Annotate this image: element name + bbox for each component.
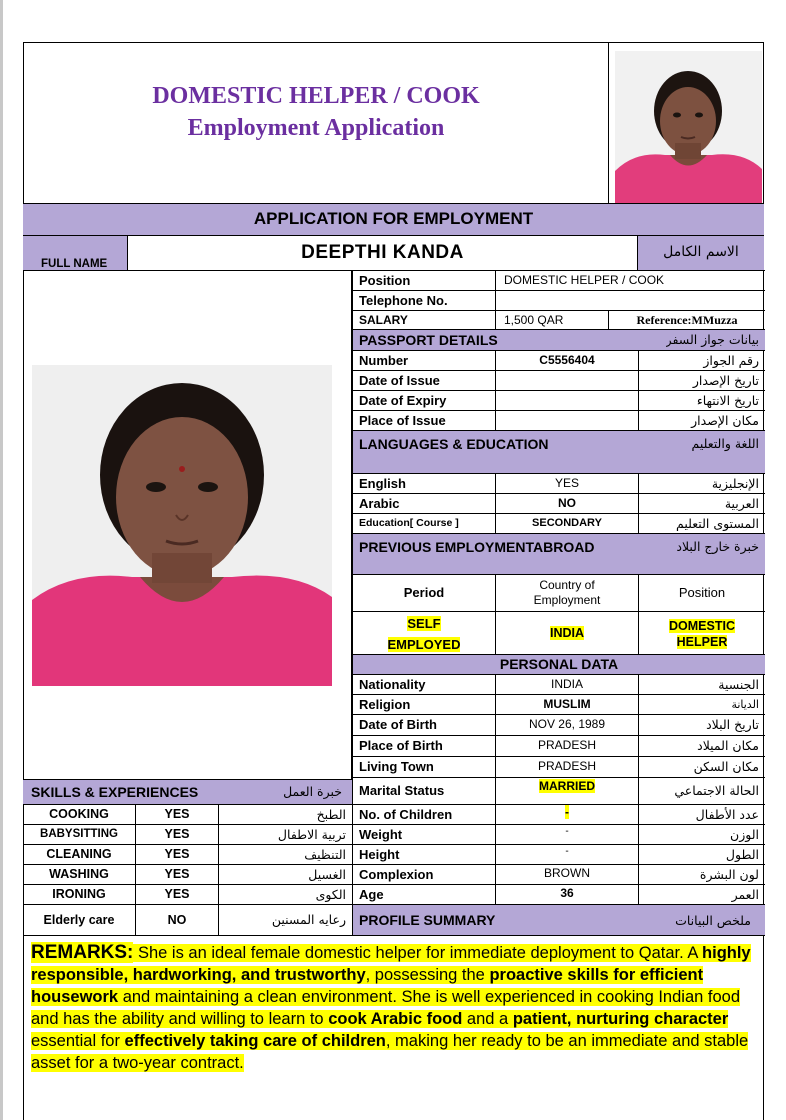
- skills-heading: SKILLS & EXPERIENCES: [31, 784, 199, 800]
- previous-employment-section-header: [352, 533, 765, 575]
- passport-number-label: Number: [352, 350, 496, 371]
- page-edge: [0, 0, 3, 1120]
- children-value-cell: [495, 804, 639, 825]
- position-value: DOMESTIC HELPER / COOK: [504, 273, 665, 287]
- arabic-arabic: العربية: [638, 493, 765, 514]
- profile-summary-heading: PROFILE SUMMARY: [359, 912, 496, 928]
- height-value: -: [495, 844, 639, 865]
- passport-number-arabic: رقم الجواز: [638, 350, 765, 371]
- period-value-line1: SELF: [407, 616, 441, 631]
- position-label: Position: [352, 270, 496, 291]
- salary-label: SALARY: [352, 310, 496, 330]
- religion-label: Religion: [352, 694, 496, 715]
- complexion-label: Complexion: [352, 864, 496, 885]
- country-column-header: [495, 574, 639, 612]
- nationality-arabic: الجنسية: [638, 674, 765, 695]
- skill-babysitting-label: BABYSITTING: [40, 828, 118, 840]
- remarks-label: REMARKS:: [31, 942, 134, 963]
- full-name-arabic-cell: [637, 235, 764, 271]
- skill-washing-name: [23, 864, 136, 885]
- salary-value: 1,500 QAR: [504, 313, 564, 327]
- living-town-arabic: مكان السكن: [638, 756, 765, 778]
- date-of-birth-arabic: تاريخ البلاد: [638, 714, 765, 736]
- personal-data-heading: PERSONAL DATA: [499, 656, 619, 672]
- date-of-issue-arabic: تاريخ الإصدار: [638, 370, 765, 391]
- period-column-header: [352, 574, 496, 612]
- remarks-text-5: essential for: [31, 1032, 125, 1050]
- place-of-birth-label: Place of Birth: [352, 735, 496, 757]
- profile-summary-heading-arabic: ملخص البيانات: [675, 913, 751, 928]
- weight-label: Weight: [352, 824, 496, 845]
- children-value: -: [565, 805, 569, 819]
- height-label: Height: [352, 844, 496, 865]
- marital-status-value: MARRIED: [539, 779, 595, 793]
- skill-cooking-value: YES: [135, 804, 219, 825]
- skill-elderly-care-label: Elderly care: [43, 913, 115, 927]
- form-title: DOMESTIC HELPER / COOK: [152, 83, 480, 109]
- skill-ironing-arabic: الكوى: [218, 884, 353, 905]
- portrait-large-image: [32, 365, 332, 686]
- languages-section-header: [352, 430, 765, 474]
- children-arabic: عدد الأطفال: [638, 804, 765, 825]
- remarks-bold-3: cook Arabic food: [328, 1010, 463, 1028]
- full-name-value-cell: [127, 235, 638, 271]
- arabic-label: Arabic: [352, 493, 496, 514]
- skill-washing-label: WASHING: [49, 867, 109, 881]
- applicant-photo-large: [32, 365, 332, 686]
- telephone-label: Telephone No.: [352, 290, 496, 311]
- arabic-value: NO: [495, 493, 639, 514]
- remarks-text-2: , possessing the: [365, 966, 490, 984]
- skill-cooking-label: COOKING: [49, 807, 109, 821]
- country-value: INDIA: [549, 626, 585, 640]
- position-value-cell-prev: [638, 611, 765, 655]
- children-value-wrap: [496, 805, 638, 819]
- marital-status-arabic: الحالة الاجتماعي: [638, 777, 765, 805]
- position-column-header: [638, 574, 765, 612]
- section-header-application: [23, 203, 764, 236]
- remarks-text-1: She is an ideal female domestic helper for immediate deployment to Qatar. A: [133, 944, 703, 962]
- weight-value: -: [495, 824, 639, 845]
- passport-section-header: [352, 329, 765, 351]
- date-of-birth-label: Date of Birth: [352, 714, 496, 736]
- nationality-value: INDIA: [495, 674, 639, 695]
- telephone-value: [495, 290, 765, 311]
- languages-heading: LANGUAGES & EDUCATION: [359, 436, 549, 452]
- skill-babysitting-name: [23, 824, 136, 845]
- personal-data-section-header: [352, 654, 765, 675]
- remarks-paragraph: [31, 942, 753, 1074]
- education-arabic: المستوى التعليم: [638, 513, 765, 534]
- religion-value: MUSLIM: [495, 694, 639, 715]
- skill-cooking-name: [23, 804, 136, 825]
- place-of-birth-arabic: مكان الميلاد: [638, 735, 765, 757]
- marital-status-wrap: [496, 778, 638, 794]
- skill-elderly-care-name: [23, 904, 136, 936]
- place-of-issue-arabic: مكان الإصدار: [638, 410, 765, 431]
- date-of-issue-label: Date of Issue: [352, 370, 496, 391]
- period-value-line2: EMPLOYED: [387, 637, 461, 652]
- country-value-wrap: [496, 612, 638, 654]
- skill-elderly-care-value: NO: [135, 904, 219, 936]
- passport-heading-arabic: بيانات جواز السفر: [665, 332, 759, 347]
- skill-washing-value: YES: [135, 864, 219, 885]
- position-header-text: Position: [678, 585, 726, 600]
- remarks-text-3: and maintaining a clean environment. She is well experienced in cooking Indian food and has the ability and willing to learn to: [31, 988, 741, 1028]
- living-town-label: Living Town: [352, 756, 496, 778]
- date-of-expiry-arabic: تاريخ الانتهاء: [638, 390, 765, 411]
- reference-cell: [608, 310, 765, 330]
- skills-heading-arabic: خبرة العمل: [283, 784, 342, 799]
- age-label: Age: [352, 884, 496, 905]
- skill-cleaning-label: CLEANING: [46, 847, 112, 861]
- complexion-value: BROWN: [495, 864, 639, 885]
- religion-arabic: الديانة: [638, 694, 765, 715]
- skill-cleaning-value: YES: [135, 844, 219, 865]
- skill-babysitting-arabic: تربية الاطفال: [218, 824, 353, 845]
- skill-washing-arabic: الغسيل: [218, 864, 353, 885]
- previous-employment-heading-arabic: خبرة خارج البلاد: [676, 539, 759, 554]
- age-value: 36: [495, 884, 639, 905]
- country-header-text: Country of Employment: [533, 578, 601, 607]
- skill-elderly-care-arabic: رعايه المسنين: [218, 904, 353, 936]
- skill-babysitting-value: YES: [135, 824, 219, 845]
- passport-number-value: C5556404: [495, 350, 639, 371]
- remarks-bold-1: highly responsible, hardworking, and trustworthy: [31, 944, 751, 984]
- nationality-label: Nationality: [352, 674, 496, 695]
- skill-cleaning-name: [23, 844, 136, 865]
- marital-status-value-cell: [495, 777, 639, 805]
- date-of-expiry-label: Date of Expiry: [352, 390, 496, 411]
- reference-value: Reference:MMuzza: [636, 313, 738, 327]
- place-of-issue-value: [495, 410, 639, 431]
- remarks-text-4: and a: [462, 1010, 513, 1028]
- prev-position-line2: HELPER: [676, 635, 728, 649]
- children-label: No. of Children: [352, 804, 496, 825]
- full-name-label-cell: [23, 235, 128, 271]
- remarks-text-6: , making her ready to be an immediate and stable asset for a two-year contract.: [31, 1032, 749, 1072]
- salary-value-cell: [495, 310, 609, 330]
- place-of-issue-label: Place of Issue: [352, 410, 496, 431]
- full-name-arabic: الاسم الكامل: [663, 244, 739, 260]
- complexion-arabic: لون البشرة: [638, 864, 765, 885]
- period-value-cell: [352, 611, 496, 655]
- date-of-issue-value: [495, 370, 639, 391]
- age-arabic: العمر: [638, 884, 765, 905]
- full-name-label: FULL NAME: [41, 258, 108, 270]
- education-value: SECONDARY: [495, 513, 639, 534]
- english-arabic: الإنجليزية: [638, 473, 765, 494]
- skill-ironing-value: YES: [135, 884, 219, 905]
- weight-arabic: الوزن: [638, 824, 765, 845]
- prev-position-line1: DOMESTIC: [669, 619, 735, 633]
- profile-summary-section-header: [352, 904, 765, 936]
- form-subtitle: Employment Application: [187, 115, 445, 141]
- english-value: YES: [495, 473, 639, 494]
- prev-position-value-wrap: [639, 612, 765, 650]
- section-title: APPLICATION FOR EMPLOYMENT: [253, 209, 534, 228]
- skills-section-header: [23, 779, 353, 805]
- applicant-photo-small: [615, 51, 762, 203]
- period-header-text: Period: [403, 585, 445, 600]
- education-label: Education[ Course ]: [352, 513, 496, 534]
- marital-status-label: Marital Status: [352, 777, 496, 805]
- living-town-value: PRADESH: [495, 756, 639, 778]
- passport-heading: PASSPORT DETAILS: [359, 332, 498, 348]
- skill-cleaning-arabic: التنظيف: [218, 844, 353, 865]
- remarks-bold-4: patient, nurturing character: [512, 1010, 729, 1028]
- country-value-cell: [495, 611, 639, 655]
- languages-heading-arabic: اللغة والتعليم: [691, 436, 759, 451]
- remarks-bold-2: proactive skills for efficient housework: [31, 966, 704, 1006]
- full-name-value: DEEPTHI KANDA: [301, 242, 464, 263]
- period-value-wrap: [353, 612, 495, 655]
- date-of-birth-value: NOV 26, 1989: [495, 714, 639, 736]
- skill-ironing-name: [23, 884, 136, 905]
- date-of-expiry-value: [495, 390, 639, 411]
- place-of-birth-value: PRADESH: [495, 735, 639, 757]
- previous-employment-heading: PREVIOUS EMPLOYMENTABROAD: [359, 539, 595, 555]
- height-arabic: الطول: [638, 844, 765, 865]
- english-label: English: [352, 473, 496, 494]
- portrait-small-image: [615, 51, 762, 203]
- position-value-cell: [495, 270, 765, 291]
- skill-ironing-label: IRONING: [52, 887, 106, 901]
- skill-cooking-arabic: الطبخ: [218, 804, 353, 825]
- remarks-bold-5: effectively taking care of children: [124, 1032, 386, 1050]
